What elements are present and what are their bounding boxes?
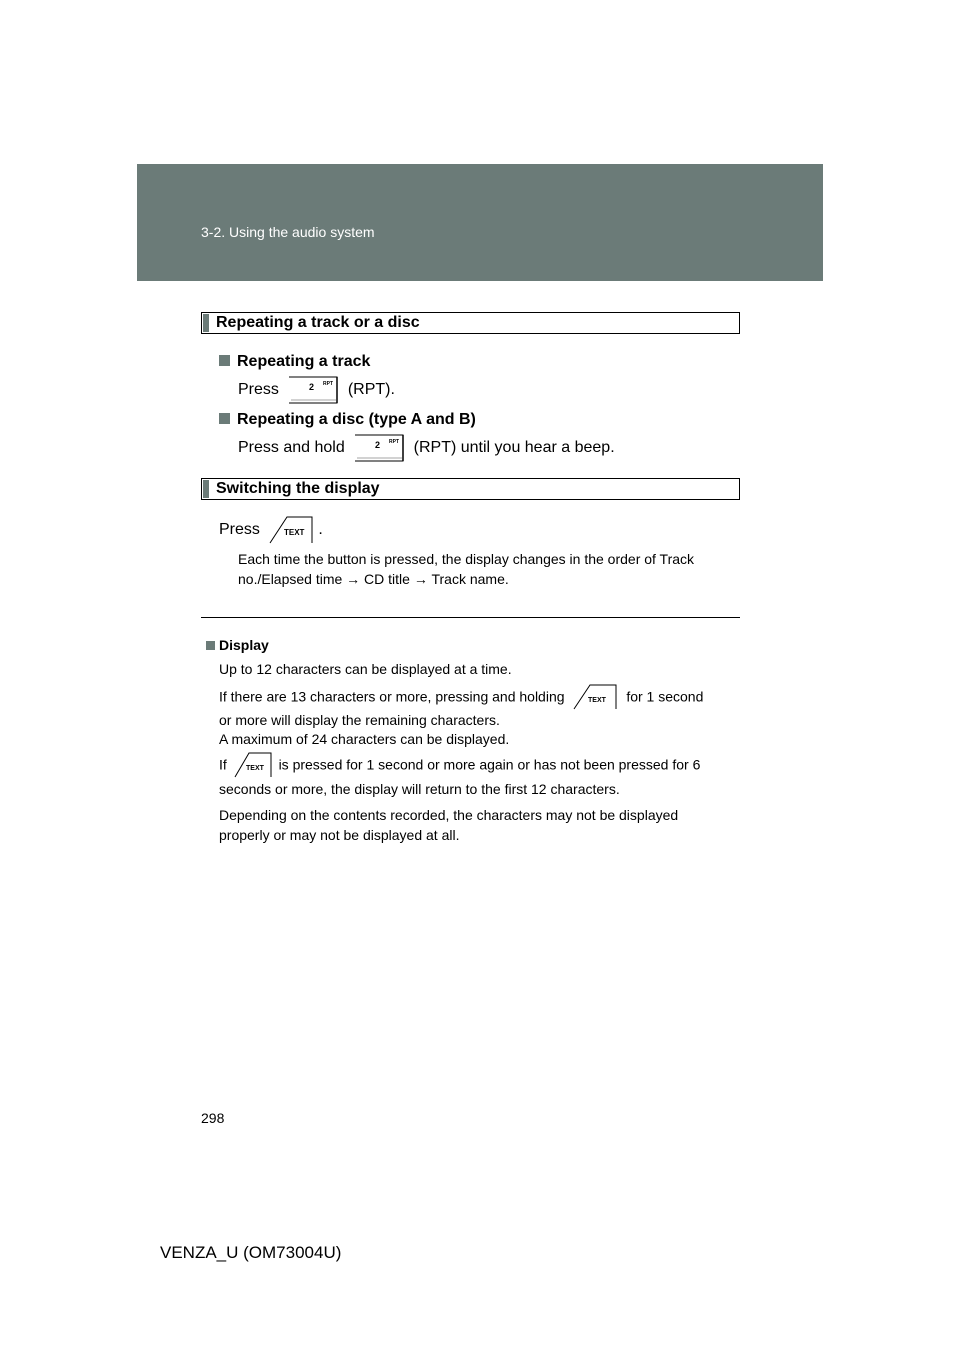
text-button-icon bbox=[269, 516, 313, 544]
page-number: 298 bbox=[201, 1110, 225, 1126]
instruction-repeat-track: Press 2 RPT (RPT). bbox=[238, 376, 395, 404]
note-paragraph-4: Depending on the contents recorded, the characters may not be displayed bbox=[219, 807, 679, 823]
svg-text:2: 2 bbox=[375, 440, 381, 450]
switch-description-line2: no./Elapsed time → CD title → Track name. bbox=[238, 571, 509, 587]
svg-text:TEXT: TEXT bbox=[284, 528, 305, 537]
section-title-switching: Switching the display bbox=[201, 478, 740, 500]
note-paragraph-4-cont: properly or may not be displayed at all. bbox=[219, 827, 460, 843]
note-paragraph-2-cont: or more will display the remaining characters. bbox=[219, 712, 500, 728]
note-title: Display bbox=[206, 636, 269, 654]
square-bullet-icon bbox=[219, 355, 230, 366]
header-band bbox=[137, 164, 823, 281]
rpt-button-icon bbox=[288, 376, 338, 404]
footer-model-code: VENZA_U (OM73004U) bbox=[160, 1243, 342, 1262]
svg-text:TEXT: TEXT bbox=[588, 697, 607, 704]
text-button-icon bbox=[234, 752, 272, 780]
svg-text:TEXT: TEXT bbox=[245, 765, 264, 772]
divider bbox=[201, 617, 740, 618]
svg-text:RPT: RPT bbox=[323, 381, 334, 387]
text-button-icon bbox=[573, 684, 617, 712]
square-bullet-icon bbox=[219, 413, 230, 424]
note-paragraph-2: If there are 13 characters or more, pressing and holding TEXT for 1 second bbox=[219, 684, 740, 712]
svg-text:2: 2 bbox=[309, 382, 315, 392]
section-label: 3-2. Using the audio system bbox=[201, 224, 375, 240]
note-paragraph-1: Up to 12 characters can be displayed at a time. bbox=[219, 661, 512, 677]
section-title-repeating: Repeating a track or a disc bbox=[201, 312, 740, 334]
item-repeating-track: Repeating a track bbox=[219, 352, 370, 372]
svg-text:RPT: RPT bbox=[389, 439, 400, 445]
instruction-repeat-disc: Press and hold 2 RPT (RPT) until you hear a beep. bbox=[238, 434, 615, 462]
square-bullet-icon bbox=[206, 641, 215, 650]
instruction-switch-display: Press TEXT . bbox=[219, 516, 323, 544]
item-repeating-disc: Repeating a disc (type A and B) bbox=[219, 410, 476, 430]
note-paragraph-2-max: A maximum of 24 characters can be displayed. bbox=[219, 731, 510, 747]
note-paragraph-3-cont: seconds or more, the display will return to the first 12 characters. bbox=[219, 781, 620, 797]
switch-description-line1: Each time the button is pressed, the display changes in the order of Track bbox=[238, 551, 695, 567]
note-paragraph-3: If TEXT is pressed for 1 second or more again or has not been pressed for 6 bbox=[219, 752, 740, 780]
rpt-button-icon bbox=[354, 434, 404, 462]
